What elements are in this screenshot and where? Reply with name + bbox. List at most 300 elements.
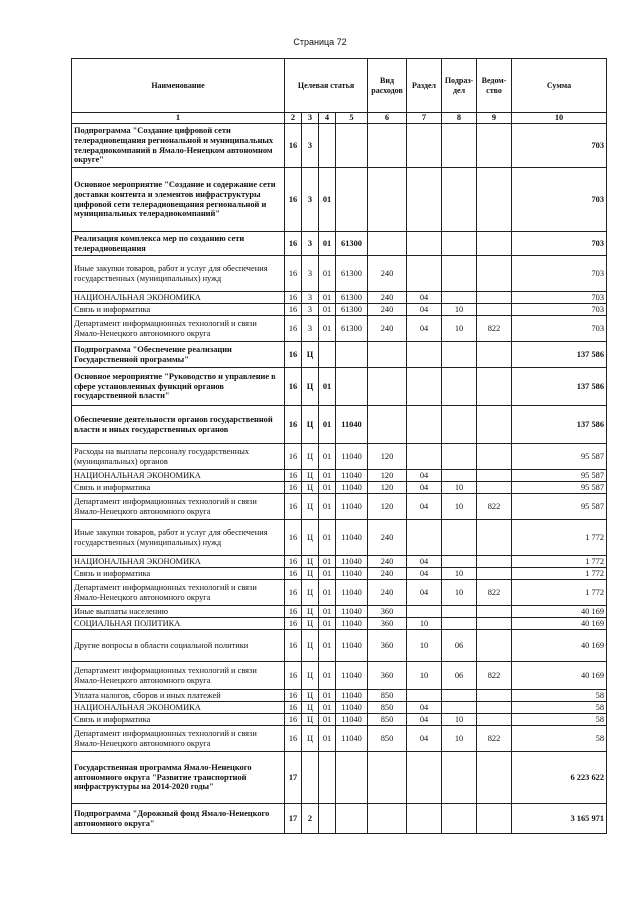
cell-c3: Ц bbox=[302, 342, 319, 368]
cell-podrazdel bbox=[442, 606, 477, 618]
cell-c3: Ц bbox=[302, 726, 319, 752]
cell-c3: Ц bbox=[302, 714, 319, 726]
cell-vedomstvo bbox=[477, 618, 512, 630]
cell-vid bbox=[368, 124, 407, 168]
cell-c2: 16 bbox=[285, 580, 302, 606]
cell-razdel bbox=[407, 232, 442, 256]
cell-c3: Ц bbox=[302, 368, 319, 406]
cell-vedomstvo bbox=[477, 482, 512, 494]
cell-sum: 703 bbox=[512, 316, 607, 342]
cell-razdel: 04 bbox=[407, 470, 442, 482]
cell-vid: 240 bbox=[368, 580, 407, 606]
cell-c5: 11040 bbox=[336, 630, 368, 662]
cell-razdel bbox=[407, 256, 442, 292]
cell-c3: Ц bbox=[302, 444, 319, 470]
cell-c5: 11040 bbox=[336, 406, 368, 444]
cell-name: Связь и информатика bbox=[72, 714, 285, 726]
header-razdel: Раздел bbox=[407, 59, 442, 113]
cell-c2: 16 bbox=[285, 482, 302, 494]
cell-name: Государственная программа Ямало-Ненецкого автономного округа "Развитие транспортной инфраструктуры на 2014-2020 годы" bbox=[72, 752, 285, 804]
cell-c4 bbox=[319, 804, 336, 834]
cell-podrazdel bbox=[442, 690, 477, 702]
column-number: 10 bbox=[512, 113, 607, 124]
cell-podrazdel bbox=[442, 470, 477, 482]
cell-vid: 240 bbox=[368, 520, 407, 556]
cell-c5: 11040 bbox=[336, 556, 368, 568]
cell-c5: 11040 bbox=[336, 726, 368, 752]
cell-name: Департамент информационных технологий и связи Ямало-Ненецкого автономного округа bbox=[72, 580, 285, 606]
cell-c3: Ц bbox=[302, 580, 319, 606]
cell-razdel bbox=[407, 804, 442, 834]
table-row bbox=[72, 606, 607, 618]
cell-sum: 1 772 bbox=[512, 556, 607, 568]
cell-c2: 16 bbox=[285, 690, 302, 702]
cell-vedomstvo bbox=[477, 714, 512, 726]
cell-vid: 360 bbox=[368, 662, 407, 690]
table-row bbox=[72, 662, 607, 690]
page-label: Страница 72 bbox=[293, 37, 347, 47]
cell-c2: 17 bbox=[285, 752, 302, 804]
cell-vedomstvo: 822 bbox=[477, 726, 512, 752]
cell-vid bbox=[368, 752, 407, 804]
cell-name: Обеспечение деятельности органов государственной власти и иных государственных органов bbox=[72, 406, 285, 444]
cell-name: Подпрограмма "Обеспечение реализации Государственной программы" bbox=[72, 342, 285, 368]
cell-razdel: 04 bbox=[407, 556, 442, 568]
table-row bbox=[72, 520, 607, 556]
cell-razdel bbox=[407, 752, 442, 804]
table-row bbox=[72, 316, 607, 342]
cell-c4: 01 bbox=[319, 406, 336, 444]
cell-c3: 3 bbox=[302, 124, 319, 168]
cell-sum: 703 bbox=[512, 124, 607, 168]
cell-c4: 01 bbox=[319, 168, 336, 232]
cell-c2: 16 bbox=[285, 520, 302, 556]
cell-vid bbox=[368, 168, 407, 232]
cell-c2: 16 bbox=[285, 470, 302, 482]
cell-c5 bbox=[336, 124, 368, 168]
cell-sum: 137 586 bbox=[512, 406, 607, 444]
cell-c4: 01 bbox=[319, 690, 336, 702]
cell-podrazdel bbox=[442, 444, 477, 470]
cell-c3: 3 bbox=[302, 232, 319, 256]
cell-c5 bbox=[336, 342, 368, 368]
cell-c5: 11040 bbox=[336, 690, 368, 702]
header-vid: Вид расходов bbox=[368, 59, 407, 113]
cell-c2: 16 bbox=[285, 406, 302, 444]
cell-vedomstvo bbox=[477, 406, 512, 444]
table-row bbox=[72, 124, 607, 168]
cell-vid: 120 bbox=[368, 494, 407, 520]
table-row bbox=[72, 232, 607, 256]
table-row bbox=[72, 406, 607, 444]
cell-c3: Ц bbox=[302, 470, 319, 482]
cell-c2: 16 bbox=[285, 316, 302, 342]
cell-razdel: 10 bbox=[407, 662, 442, 690]
cell-c5: 61300 bbox=[336, 292, 368, 304]
cell-podrazdel: 10 bbox=[442, 482, 477, 494]
cell-razdel: 04 bbox=[407, 714, 442, 726]
cell-razdel bbox=[407, 444, 442, 470]
cell-c4: 01 bbox=[319, 232, 336, 256]
cell-sum: 40 169 bbox=[512, 630, 607, 662]
cell-podrazdel: 10 bbox=[442, 316, 477, 342]
budget-table bbox=[71, 58, 607, 834]
cell-vid: 360 bbox=[368, 630, 407, 662]
cell-sum: 58 bbox=[512, 714, 607, 726]
cell-c5: 11040 bbox=[336, 618, 368, 630]
cell-c4: 01 bbox=[319, 618, 336, 630]
cell-c3: Ц bbox=[302, 520, 319, 556]
cell-c5: 11040 bbox=[336, 444, 368, 470]
cell-vedomstvo: 822 bbox=[477, 662, 512, 690]
cell-c3: Ц bbox=[302, 568, 319, 580]
cell-razdel: 04 bbox=[407, 292, 442, 304]
cell-c4: 01 bbox=[319, 580, 336, 606]
cell-c3 bbox=[302, 752, 319, 804]
cell-c5: 61300 bbox=[336, 232, 368, 256]
cell-sum: 6 223 622 bbox=[512, 752, 607, 804]
cell-c2: 16 bbox=[285, 630, 302, 662]
table-row bbox=[72, 556, 607, 568]
cell-c3: 3 bbox=[302, 256, 319, 292]
cell-vid bbox=[368, 232, 407, 256]
cell-sum: 703 bbox=[512, 304, 607, 316]
cell-vedomstvo bbox=[477, 304, 512, 316]
cell-sum: 1 772 bbox=[512, 568, 607, 580]
table-row bbox=[72, 630, 607, 662]
cell-podrazdel: 06 bbox=[442, 630, 477, 662]
cell-sum: 1 772 bbox=[512, 520, 607, 556]
cell-c4: 01 bbox=[319, 630, 336, 662]
cell-c2: 16 bbox=[285, 124, 302, 168]
cell-podrazdel bbox=[442, 168, 477, 232]
cell-c5: 11040 bbox=[336, 470, 368, 482]
column-number: 8 bbox=[442, 113, 477, 124]
cell-c4: 01 bbox=[319, 702, 336, 714]
cell-c4: 01 bbox=[319, 726, 336, 752]
cell-vedomstvo: 822 bbox=[477, 316, 512, 342]
cell-name: Расходы на выплаты персоналу государственных (муниципальных) органов bbox=[72, 444, 285, 470]
cell-vid: 240 bbox=[368, 292, 407, 304]
cell-razdel bbox=[407, 606, 442, 618]
column-number: 7 bbox=[407, 113, 442, 124]
cell-razdel: 04 bbox=[407, 494, 442, 520]
cell-c2: 16 bbox=[285, 494, 302, 520]
column-number: 2 bbox=[285, 113, 302, 124]
cell-name: Другие вопросы в области социальной политики bbox=[72, 630, 285, 662]
cell-podrazdel: 10 bbox=[442, 726, 477, 752]
cell-c4: 01 bbox=[319, 556, 336, 568]
cell-c2: 16 bbox=[285, 556, 302, 568]
cell-name: Департамент информационных технологий и связи Ямало-Ненецкого автономного округа bbox=[72, 726, 285, 752]
cell-c2: 16 bbox=[285, 232, 302, 256]
table-row bbox=[72, 714, 607, 726]
column-number-row bbox=[72, 113, 607, 124]
cell-c4: 01 bbox=[319, 714, 336, 726]
cell-sum: 95 587 bbox=[512, 470, 607, 482]
cell-podrazdel bbox=[442, 804, 477, 834]
cell-c3: 3 bbox=[302, 168, 319, 232]
cell-podrazdel bbox=[442, 256, 477, 292]
cell-razdel: 04 bbox=[407, 580, 442, 606]
cell-podrazdel bbox=[442, 556, 477, 568]
cell-vedomstvo bbox=[477, 752, 512, 804]
cell-podrazdel: 10 bbox=[442, 714, 477, 726]
table-row bbox=[72, 304, 607, 316]
column-number: 4 bbox=[319, 113, 336, 124]
cell-c4: 01 bbox=[319, 316, 336, 342]
cell-vid bbox=[368, 342, 407, 368]
cell-c4: 01 bbox=[319, 662, 336, 690]
cell-podrazdel bbox=[442, 406, 477, 444]
cell-vedomstvo bbox=[477, 232, 512, 256]
cell-c3: Ц bbox=[302, 494, 319, 520]
cell-vid: 850 bbox=[368, 726, 407, 752]
cell-c3: Ц bbox=[302, 556, 319, 568]
cell-podrazdel bbox=[442, 702, 477, 714]
cell-podrazdel: 10 bbox=[442, 494, 477, 520]
cell-c5: 11040 bbox=[336, 606, 368, 618]
cell-vedomstvo bbox=[477, 368, 512, 406]
cell-vedomstvo bbox=[477, 556, 512, 568]
cell-name: Департамент информационных технологий и связи Ямало-Ненецкого автономного округа bbox=[72, 662, 285, 690]
cell-name: Иные выплаты населению bbox=[72, 606, 285, 618]
cell-vedomstvo bbox=[477, 568, 512, 580]
cell-name: НАЦИОНАЛЬНАЯ ЭКОНОМИКА bbox=[72, 470, 285, 482]
cell-name: Подпрограмма "Дорожный фонд Ямало-Ненецкого автономного округа" bbox=[72, 804, 285, 834]
cell-name: СОЦИАЛЬНАЯ ПОЛИТИКА bbox=[72, 618, 285, 630]
cell-c2: 16 bbox=[285, 368, 302, 406]
cell-razdel: 04 bbox=[407, 316, 442, 342]
table-row bbox=[72, 568, 607, 580]
cell-razdel bbox=[407, 368, 442, 406]
table-row bbox=[72, 752, 607, 804]
cell-name: Связь и информатика bbox=[72, 304, 285, 316]
cell-sum: 95 587 bbox=[512, 482, 607, 494]
cell-c2: 16 bbox=[285, 342, 302, 368]
cell-sum: 40 169 bbox=[512, 662, 607, 690]
cell-sum: 137 586 bbox=[512, 368, 607, 406]
cell-c3: Ц bbox=[302, 482, 319, 494]
cell-sum: 58 bbox=[512, 726, 607, 752]
cell-c5: 11040 bbox=[336, 714, 368, 726]
cell-c2: 16 bbox=[285, 168, 302, 232]
column-number: 9 bbox=[477, 113, 512, 124]
cell-c2: 16 bbox=[285, 618, 302, 630]
cell-c4: 01 bbox=[319, 470, 336, 482]
table-row bbox=[72, 168, 607, 232]
cell-c4: 01 bbox=[319, 568, 336, 580]
cell-razdel: 04 bbox=[407, 304, 442, 316]
cell-vedomstvo bbox=[477, 690, 512, 702]
cell-name: Основное мероприятие "Создание и содержание сети доставки контента и элементов инфраструктуры цифровой сети телерадиовещания региональной и муниципальных телерадиокомпаний" bbox=[72, 168, 285, 232]
table-row bbox=[72, 494, 607, 520]
table-row bbox=[72, 470, 607, 482]
cell-c4: 01 bbox=[319, 292, 336, 304]
table-row bbox=[72, 580, 607, 606]
cell-sum: 703 bbox=[512, 256, 607, 292]
cell-podrazdel bbox=[442, 292, 477, 304]
cell-c2: 16 bbox=[285, 292, 302, 304]
cell-podrazdel: 10 bbox=[442, 304, 477, 316]
cell-vedomstvo: 822 bbox=[477, 580, 512, 606]
header-podrazdel: Подраз-дел bbox=[442, 59, 477, 113]
cell-vid: 240 bbox=[368, 304, 407, 316]
cell-name: Реализация комплекса мер по созданию сети телерадиовещания bbox=[72, 232, 285, 256]
cell-c5 bbox=[336, 168, 368, 232]
cell-vid: 240 bbox=[368, 568, 407, 580]
cell-vedomstvo bbox=[477, 520, 512, 556]
cell-c4: 01 bbox=[319, 606, 336, 618]
cell-vid bbox=[368, 406, 407, 444]
cell-razdel bbox=[407, 520, 442, 556]
cell-vid: 240 bbox=[368, 256, 407, 292]
cell-name: НАЦИОНАЛЬНАЯ ЭКОНОМИКА bbox=[72, 556, 285, 568]
cell-c4 bbox=[319, 342, 336, 368]
cell-vid: 850 bbox=[368, 690, 407, 702]
cell-name: Департамент информационных технологий и связи Ямало-Ненецкого автономного округа bbox=[72, 494, 285, 520]
cell-c2: 16 bbox=[285, 304, 302, 316]
cell-c5: 61300 bbox=[336, 304, 368, 316]
cell-razdel: 04 bbox=[407, 568, 442, 580]
table-row bbox=[72, 482, 607, 494]
cell-c3: 3 bbox=[302, 304, 319, 316]
cell-vedomstvo bbox=[477, 702, 512, 714]
column-number: 5 bbox=[336, 113, 368, 124]
cell-vid: 240 bbox=[368, 556, 407, 568]
table-row bbox=[72, 726, 607, 752]
cell-c3: Ц bbox=[302, 702, 319, 714]
table-row bbox=[72, 292, 607, 304]
cell-c3: Ц bbox=[302, 406, 319, 444]
table-row bbox=[72, 618, 607, 630]
cell-c3: 3 bbox=[302, 316, 319, 342]
cell-name: Связь и информатика bbox=[72, 568, 285, 580]
cell-vedomstvo bbox=[477, 804, 512, 834]
cell-sum: 58 bbox=[512, 690, 607, 702]
cell-c3: 2 bbox=[302, 804, 319, 834]
cell-podrazdel bbox=[442, 618, 477, 630]
cell-c3: Ц bbox=[302, 606, 319, 618]
cell-c5: 11040 bbox=[336, 580, 368, 606]
cell-c5 bbox=[336, 368, 368, 406]
cell-c4 bbox=[319, 124, 336, 168]
cell-name: Иные закупки товаров, работ и услуг для обеспечения государственных (муниципальных) нужд bbox=[72, 520, 285, 556]
cell-sum: 95 587 bbox=[512, 494, 607, 520]
cell-sum: 1 772 bbox=[512, 580, 607, 606]
table-row bbox=[72, 804, 607, 834]
cell-c5: 11040 bbox=[336, 494, 368, 520]
cell-name: Департамент информационных технологий и связи Ямало-Ненецкого автономного округа bbox=[72, 316, 285, 342]
cell-c4: 01 bbox=[319, 256, 336, 292]
cell-c5 bbox=[336, 752, 368, 804]
cell-sum: 703 bbox=[512, 292, 607, 304]
cell-name: Уплата налогов, сборов и иных платежей bbox=[72, 690, 285, 702]
cell-name: НАЦИОНАЛЬНАЯ ЭКОНОМИКА bbox=[72, 292, 285, 304]
cell-podrazdel bbox=[442, 232, 477, 256]
cell-c5: 11040 bbox=[336, 662, 368, 690]
header-target: Целевая статья bbox=[285, 59, 368, 113]
cell-podrazdel bbox=[442, 124, 477, 168]
column-number: 3 bbox=[302, 113, 319, 124]
cell-sum: 40 169 bbox=[512, 606, 607, 618]
cell-podrazdel bbox=[442, 342, 477, 368]
cell-vedomstvo bbox=[477, 342, 512, 368]
cell-vid: 850 bbox=[368, 702, 407, 714]
cell-c2: 17 bbox=[285, 804, 302, 834]
cell-razdel bbox=[407, 690, 442, 702]
cell-c3: 3 bbox=[302, 292, 319, 304]
cell-c4: 01 bbox=[319, 444, 336, 470]
cell-c5: 11040 bbox=[336, 568, 368, 580]
cell-vid: 360 bbox=[368, 618, 407, 630]
cell-vid: 120 bbox=[368, 482, 407, 494]
cell-c3: Ц bbox=[302, 630, 319, 662]
cell-podrazdel bbox=[442, 368, 477, 406]
cell-vid: 360 bbox=[368, 606, 407, 618]
cell-c4: 01 bbox=[319, 304, 336, 316]
column-number: 1 bbox=[72, 113, 285, 124]
cell-vedomstvo bbox=[477, 256, 512, 292]
cell-razdel: 04 bbox=[407, 726, 442, 752]
cell-razdel bbox=[407, 168, 442, 232]
table-row bbox=[72, 702, 607, 714]
cell-vedomstvo: 822 bbox=[477, 494, 512, 520]
cell-vid: 240 bbox=[368, 316, 407, 342]
cell-razdel bbox=[407, 406, 442, 444]
cell-c3: Ц bbox=[302, 618, 319, 630]
cell-razdel bbox=[407, 342, 442, 368]
cell-vedomstvo bbox=[477, 606, 512, 618]
cell-vedomstvo bbox=[477, 630, 512, 662]
cell-sum: 58 bbox=[512, 702, 607, 714]
column-number: 6 bbox=[368, 113, 407, 124]
header-summa: Сумма bbox=[512, 59, 607, 113]
cell-vedomstvo bbox=[477, 124, 512, 168]
cell-vid bbox=[368, 368, 407, 406]
cell-c4 bbox=[319, 752, 336, 804]
cell-c5: 11040 bbox=[336, 702, 368, 714]
cell-razdel bbox=[407, 124, 442, 168]
table-row bbox=[72, 444, 607, 470]
cell-sum: 3 165 971 bbox=[512, 804, 607, 834]
cell-vedomstvo bbox=[477, 470, 512, 482]
cell-sum: 40 169 bbox=[512, 618, 607, 630]
cell-razdel: 10 bbox=[407, 618, 442, 630]
cell-podrazdel: 06 bbox=[442, 662, 477, 690]
cell-vid: 850 bbox=[368, 714, 407, 726]
cell-name: Иные закупки товаров, работ и услуг для обеспечения государственных (муниципальных) нужд bbox=[72, 256, 285, 292]
table-row bbox=[72, 256, 607, 292]
cell-c4: 01 bbox=[319, 368, 336, 406]
table-row bbox=[72, 690, 607, 702]
table-row bbox=[72, 342, 607, 368]
cell-podrazdel: 10 bbox=[442, 580, 477, 606]
header-row bbox=[72, 59, 607, 113]
cell-sum: 703 bbox=[512, 168, 607, 232]
cell-c5: 11040 bbox=[336, 482, 368, 494]
cell-c2: 16 bbox=[285, 444, 302, 470]
cell-sum: 703 bbox=[512, 232, 607, 256]
cell-c2: 16 bbox=[285, 702, 302, 714]
cell-sum: 137 586 bbox=[512, 342, 607, 368]
cell-razdel: 04 bbox=[407, 702, 442, 714]
cell-c2: 16 bbox=[285, 714, 302, 726]
cell-vedomstvo bbox=[477, 444, 512, 470]
cell-vid: 120 bbox=[368, 470, 407, 482]
table-body bbox=[72, 124, 607, 834]
cell-vedomstvo bbox=[477, 168, 512, 232]
